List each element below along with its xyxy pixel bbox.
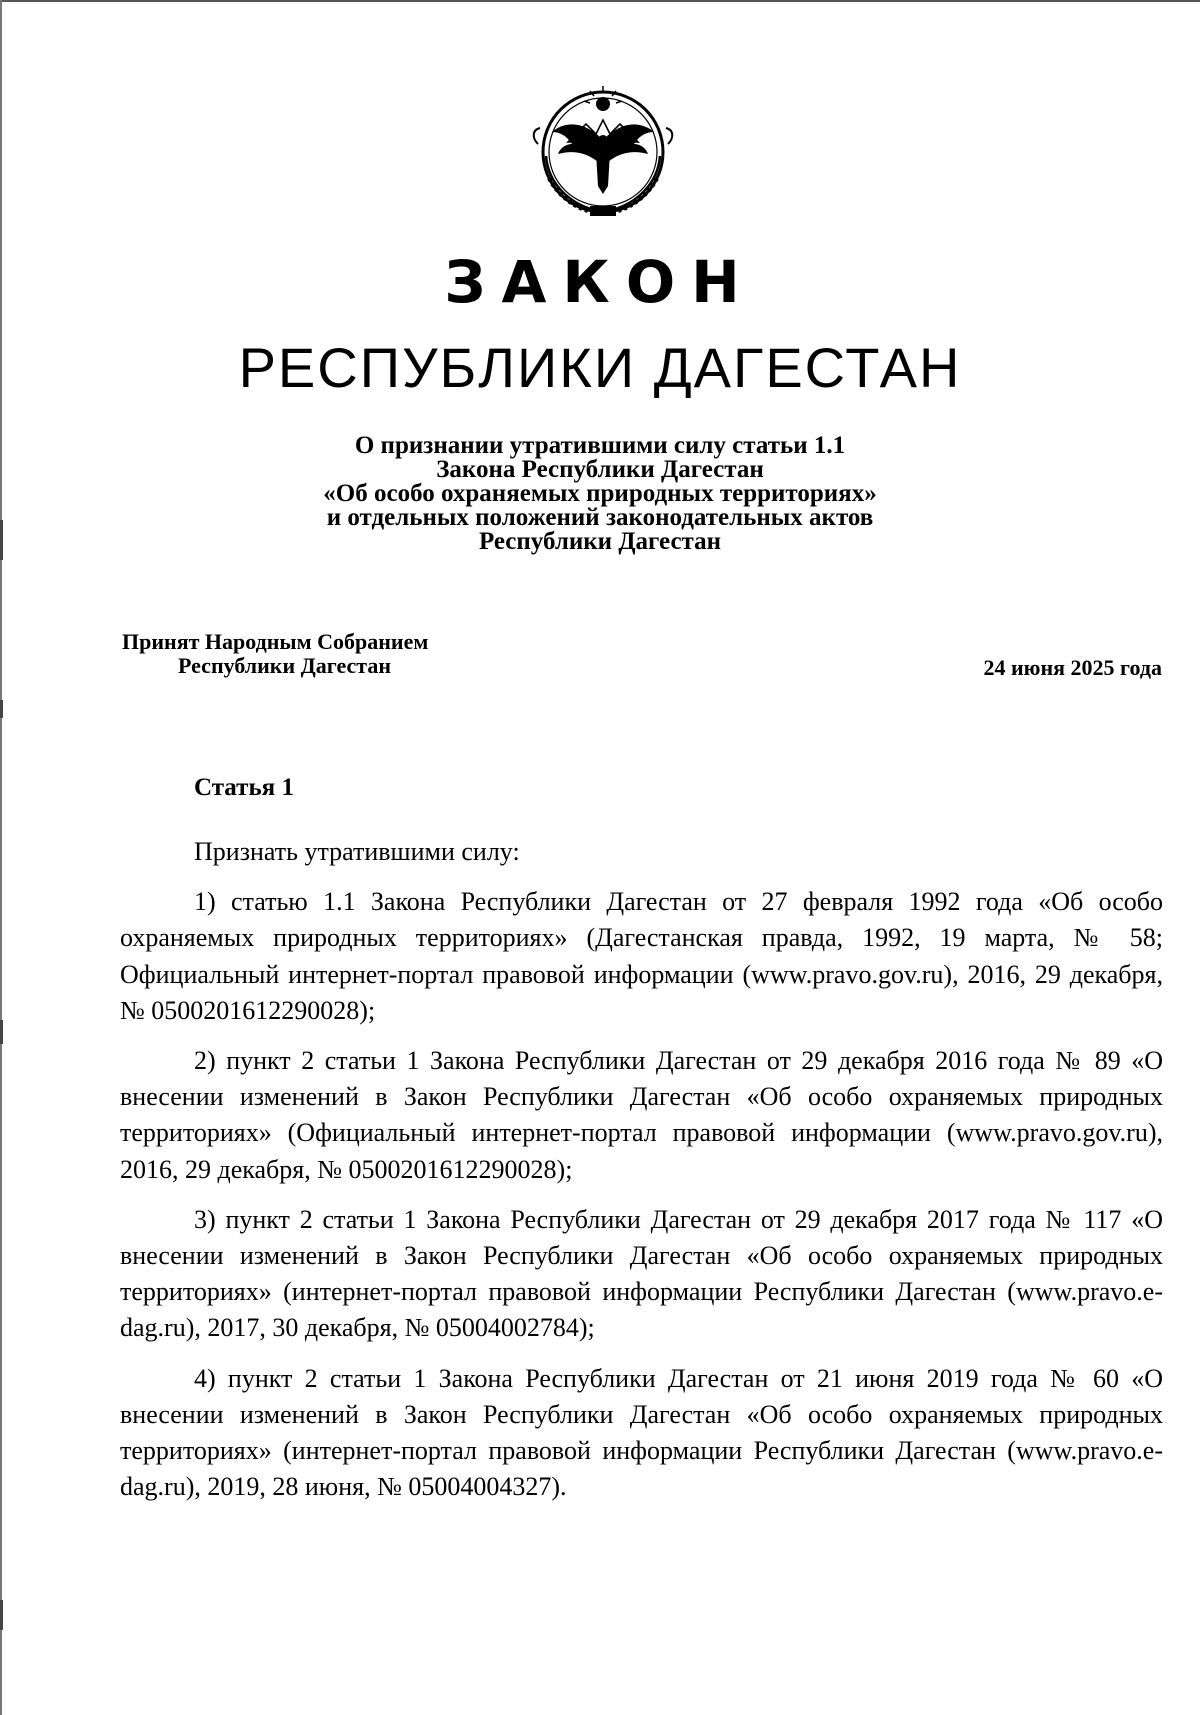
adoption-date: 24 июня 2025 года xyxy=(983,655,1162,680)
law-title-line: Республики Дагестан xyxy=(478,528,722,555)
article-item: 3) пункт 2 статьи 1 Закона Республики Дагестан от 29 декабря 2017 года № 117 «О внесении изменений в Закон Республики Дагестан «Об особо охраняемых природных территориях» (интернет-портал правовой информации Республики Дагестан (www.pravo.e-dag.ru), 2017, 30 декабря, № 05004002784); xyxy=(120,1204,1163,1343)
scan-mark xyxy=(0,520,3,560)
scan-mark xyxy=(0,1600,3,1630)
article-item: 2) пункт 2 статьи 1 Закона Республики Дагестан от 29 декабря 2016 года № 89 «О внесении изменений в Закон Республики Дагестан «Об особо охраняемых природных территориях» (Официальный интернет-портал правовой информации (www.pravo.gov.ru), 2016, 29 декабря, № 0500201612290028); xyxy=(120,1046,1163,1184)
article-heading: Статья 1 xyxy=(194,774,294,801)
law-heading: ЗАКОН xyxy=(444,248,756,316)
adopted-by xyxy=(122,630,428,678)
republic-heading: РЕСПУБЛИКИ ДАГЕСТАН xyxy=(238,336,962,399)
article-item: 1) статью 1.1 Закона Республики Дагестан от 27 февраля 1992 года «Об особо охраняемых природных территориях» (Дагестанская правда, 1992, 19 марта, № 58; Официальный интернет-портал правовой информации (www.pravo.gov.ru), 2016, 29 декабря, № 0500201612290028); xyxy=(120,887,1163,1025)
scan-mark xyxy=(0,1020,3,1044)
dagestan-coat-of-arms-icon xyxy=(528,82,678,232)
law-title-line: О признании утратившими силу статьи 1.1 xyxy=(354,432,846,459)
scan-edge-top xyxy=(0,0,1200,2)
article-item: 4) пункт 2 статьи 1 Закона Республики Дагестан от 21 июня 2019 года № 60 «О внесении изменений в Закон Республики Дагестан «Об особо охраняемых природных территориях» (интернет-портал правовой информации Республики Дагестан (www.pravo.e-dag.ru), 2019, 28 июня, № 05004004327). xyxy=(120,1363,1163,1502)
scan-mark xyxy=(0,700,3,718)
law-title-line: и отдельных положений законодательных актов xyxy=(326,504,874,531)
law-title-line: «Об особо охраняемых природных территориях» xyxy=(323,480,877,507)
adopted-by-line: Принят Народным Собранием xyxy=(122,629,429,654)
article-body xyxy=(120,834,1163,1505)
law-title xyxy=(200,434,1000,554)
article-intro: Признать утратившими силу: xyxy=(194,837,520,866)
law-title-line: Закона Республики Дагестан xyxy=(436,456,764,483)
adopted-by-line: Республики Дагестан xyxy=(178,653,392,678)
